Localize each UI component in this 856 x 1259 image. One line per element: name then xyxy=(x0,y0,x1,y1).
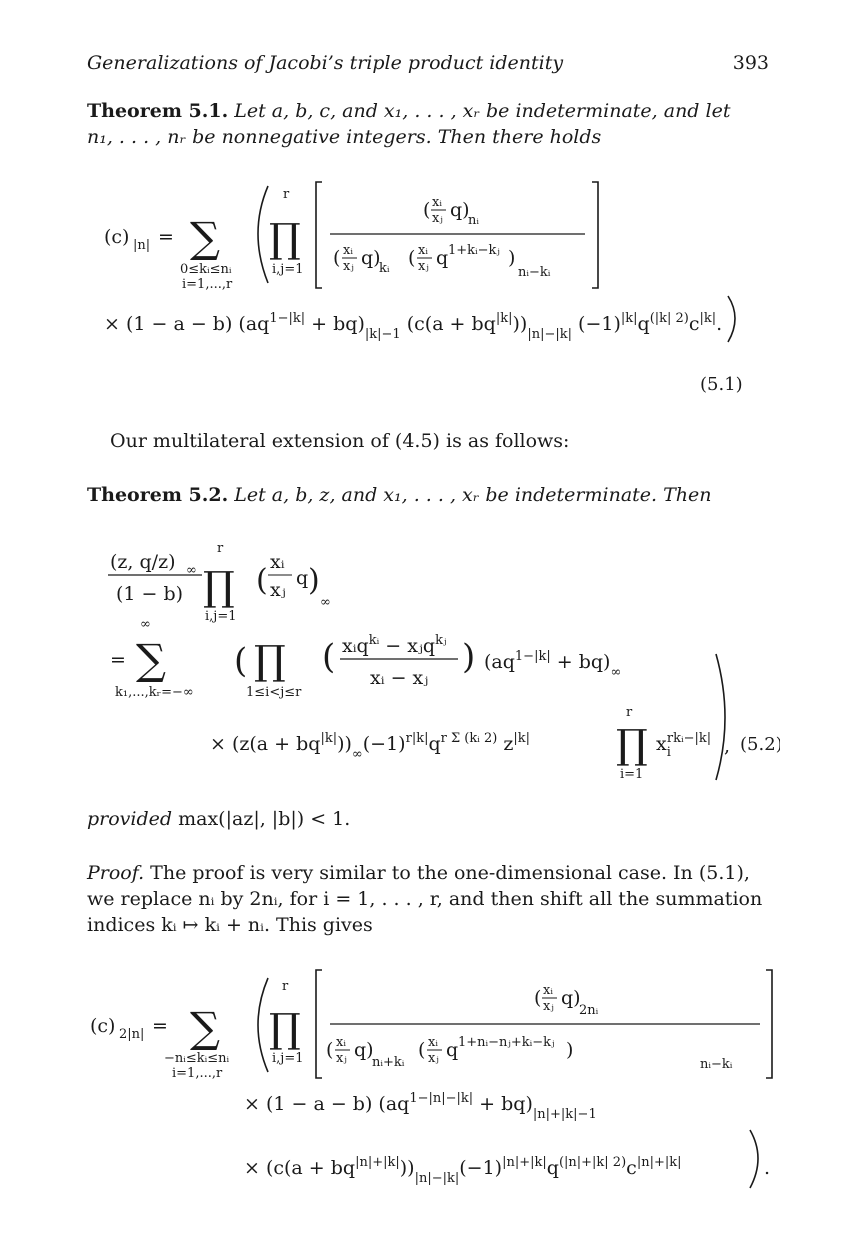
svg-text:i,j=1: i,j=1 xyxy=(205,609,237,624)
svg-text:∞: ∞ xyxy=(140,617,151,632)
svg-text:∞: ∞ xyxy=(320,595,331,610)
svg-text:1≤i<j≤r: 1≤i<j≤r xyxy=(246,685,302,700)
svg-text:q: q xyxy=(296,567,309,589)
svg-text:∏: ∏ xyxy=(269,216,301,262)
theorem-label: Theorem 5.2. xyxy=(87,484,229,506)
proof-text: The proof is very similar to the one-dimensional case. In (5.1), xyxy=(144,862,750,884)
equation-number: (5.1) xyxy=(700,374,743,395)
svg-text:∞: ∞ xyxy=(186,563,197,578)
page-number: 393 xyxy=(732,52,769,74)
svg-text:q: q xyxy=(436,247,449,269)
svg-text:): ) xyxy=(308,563,320,598)
proof-paragraph xyxy=(87,860,769,938)
svg-text:(: ( xyxy=(234,641,248,681)
provided-word: provided xyxy=(87,808,173,830)
svg-text:(: ( xyxy=(256,563,268,598)
svg-text:0≤kᵢ≤nᵢ: 0≤kᵢ≤nᵢ xyxy=(180,262,232,277)
svg-text:∏: ∏ xyxy=(203,564,235,610)
svg-text:× (z(a + bq|k|))∞(−1)r|k|qr Σ: × $(z(a + bq^{|k|}))_\infty(-1)^{r|k|}q^{r \Sigma (kᵢ 2)}$ $z^{|k|}$ xyxy=(210,731,531,762)
svg-text:× (1 − a − b) (aq1−|n|−|k| + b: × (1 − a − b) $(aq^{1-|n|-|k|} + bq)_{|n|+|k|-1}$ xyxy=(244,1091,597,1122)
equation-5-1 xyxy=(60,168,780,408)
svg-text:xᵢ: xᵢ xyxy=(428,1035,438,1050)
svg-text:xᵢ: xᵢ xyxy=(418,243,428,258)
svg-text:q: q xyxy=(446,1039,459,1061)
svg-text:i,j=1: i,j=1 xyxy=(272,262,304,277)
svg-text:xⱼ: xⱼ xyxy=(543,999,554,1014)
svg-text:∑: ∑ xyxy=(190,213,220,262)
svg-text:xᵢ: xᵢ xyxy=(336,1035,346,1050)
svg-text:=: = xyxy=(152,1015,168,1037)
eq-line2: × (1 − a − b) $(aq^{1-|k|} + bq)_{|k|-1}$ $(c(a + bq^{|k|}))_{|n|-|k|}$ $(-1)^{|k|}q^{(|k| 2)}c^{|k|}$. xyxy=(104,311,723,342)
svg-text:−nᵢ≤kᵢ≤nᵢ: −nᵢ≤kᵢ≤nᵢ xyxy=(164,1051,230,1066)
theorem-5-1 xyxy=(87,98,769,150)
svg-text:∏: ∏ xyxy=(269,1006,301,1052)
proof-label: Proof. xyxy=(87,862,145,884)
svg-text:(: ( xyxy=(423,199,431,221)
svg-text:r: r xyxy=(282,979,289,994)
svg-text:2nᵢ: 2nᵢ xyxy=(579,1003,599,1018)
svg-text:(: ( xyxy=(322,637,336,677)
svg-text:r: r xyxy=(626,705,633,720)
svg-text:xⱼ: xⱼ xyxy=(428,1051,439,1066)
svg-text:.: . xyxy=(764,1157,771,1179)
svg-text:nᵢ+kᵢ: nᵢ+kᵢ xyxy=(372,1055,405,1070)
svg-text:,: , xyxy=(724,735,731,757)
svg-text:(1 − b): (1 − b) xyxy=(116,583,184,605)
svg-text:xᵢ: xᵢ xyxy=(432,195,442,210)
paragraph: Our multilateral extension of (4.5) is as follows: xyxy=(110,430,570,452)
svg-text:(: ( xyxy=(326,1039,334,1061)
svg-text:i=1: i=1 xyxy=(620,767,644,782)
svg-text:2|n|: 2|n| xyxy=(119,1027,145,1042)
svg-text:=: = xyxy=(110,649,126,671)
theorem-label: Theorem 5.1. xyxy=(87,100,229,122)
svg-text:): ) xyxy=(508,247,516,269)
svg-text:(c): (c) xyxy=(90,1015,116,1037)
svg-text:xᵢ: xᵢ xyxy=(343,243,353,258)
svg-text:xⱼ: xⱼ xyxy=(418,259,429,274)
provided-condition: max(|az|, |b|) < 1. xyxy=(172,808,351,830)
svg-text:xirkᵢ−|k|: $x_irkᵢ-|k|$ xyxy=(656,731,712,760)
svg-text:xⱼ: xⱼ xyxy=(336,1051,347,1066)
equation-5-2 xyxy=(60,528,780,790)
svg-text:r: r xyxy=(283,187,290,202)
svg-text:xᵢqkᵢ − xⱼqkⱼ: xᵢq$^{kᵢ}$ − xⱼq$^{kⱼ}$ xyxy=(342,633,447,657)
svg-text:xⱼ: xⱼ xyxy=(270,579,286,601)
page-header xyxy=(87,52,769,82)
svg-text:i=1,...,r: i=1,...,r xyxy=(182,277,233,292)
theorem-statement: n₁, . . . , nᵣ be nonnegative integers. Then there holds xyxy=(87,126,602,148)
svg-text:1+nᵢ−nⱼ+kᵢ−kⱼ: 1+nᵢ−nⱼ+kᵢ−kⱼ xyxy=(458,1035,555,1050)
svg-text:× (c(a + bq|n|+|k|))|n|−|k|(−1: × $(c(a + bq^{|n|+|k|}))_{|n|-|k|}(-1)^{|n|+|k|}q^{(|n|+|k| 2)}c^{|n|+|k|}$ xyxy=(244,1155,682,1186)
svg-text:nᵢ−kᵢ: nᵢ−kᵢ xyxy=(518,265,551,280)
svg-text:): ) xyxy=(566,1039,574,1061)
svg-text:(aq1−|k| + bq)∞: $(aq^{1-|k|} + bq)_\infty$ xyxy=(484,649,622,680)
svg-text:(: ( xyxy=(534,987,542,1009)
svg-text:nᵢ: nᵢ xyxy=(468,213,479,228)
svg-text:(: ( xyxy=(333,247,341,269)
theorem-statement: Let a, b, c, and x₁, . . . , xᵣ be indeterminate, and let xyxy=(234,100,731,122)
svg-text:∏: ∏ xyxy=(254,638,286,684)
svg-text:i=1,...,r: i=1,...,r xyxy=(172,1066,223,1081)
svg-text:∑: ∑ xyxy=(190,1003,220,1052)
svg-text:(: ( xyxy=(418,1039,426,1061)
svg-text:xᵢ: xᵢ xyxy=(543,983,553,998)
svg-text:xⱼ: xⱼ xyxy=(343,259,354,274)
svg-text:kᵢ: kᵢ xyxy=(379,261,390,276)
proviso xyxy=(87,806,769,832)
svg-text:q): q) xyxy=(354,1039,374,1061)
svg-text:q): q) xyxy=(561,987,581,1009)
theorem-statement: Let a, b, z, and x₁, . . . , xᵣ be indeterminate. Then xyxy=(234,484,712,506)
svg-text:=: = xyxy=(158,226,174,248)
svg-text:(z, q/z): (z, q/z) xyxy=(110,551,176,573)
svg-text:i,j=1: i,j=1 xyxy=(272,1051,304,1066)
svg-text:xᵢ − xⱼ: xᵢ − xⱼ xyxy=(370,667,429,689)
svg-text:xᵢ: xᵢ xyxy=(270,551,285,573)
svg-text:1+kᵢ−kⱼ: 1+kᵢ−kⱼ xyxy=(448,243,500,258)
equation-final xyxy=(60,960,780,1200)
svg-text:|n|: |n| xyxy=(133,238,151,253)
svg-text:∏: ∏ xyxy=(616,722,648,768)
svg-text:∑: ∑ xyxy=(136,635,166,684)
svg-text:): ) xyxy=(462,637,476,677)
running-title: Generalizations of Jacobi’s triple product identity xyxy=(87,52,564,74)
svg-text:xⱼ: xⱼ xyxy=(432,211,443,226)
svg-text:q): q) xyxy=(450,199,470,221)
theorem-5-2 xyxy=(87,482,769,508)
equation-number: (5.2) xyxy=(740,734,780,755)
svg-text:q): q) xyxy=(361,247,381,269)
svg-text:k₁,...,kᵣ=−∞: k₁,...,kᵣ=−∞ xyxy=(115,685,194,700)
svg-text:nᵢ−kᵢ: nᵢ−kᵢ xyxy=(700,1057,733,1072)
svg-text:r: r xyxy=(217,541,224,556)
eq-lhs: (c) xyxy=(104,226,130,248)
proof-text: we replace nᵢ by 2nᵢ, for i = 1, . . . , r, and then shift all the summation xyxy=(87,888,763,910)
svg-text:(: ( xyxy=(408,247,416,269)
proof-text: indices kᵢ ↦ kᵢ + nᵢ. This gives xyxy=(87,914,373,936)
